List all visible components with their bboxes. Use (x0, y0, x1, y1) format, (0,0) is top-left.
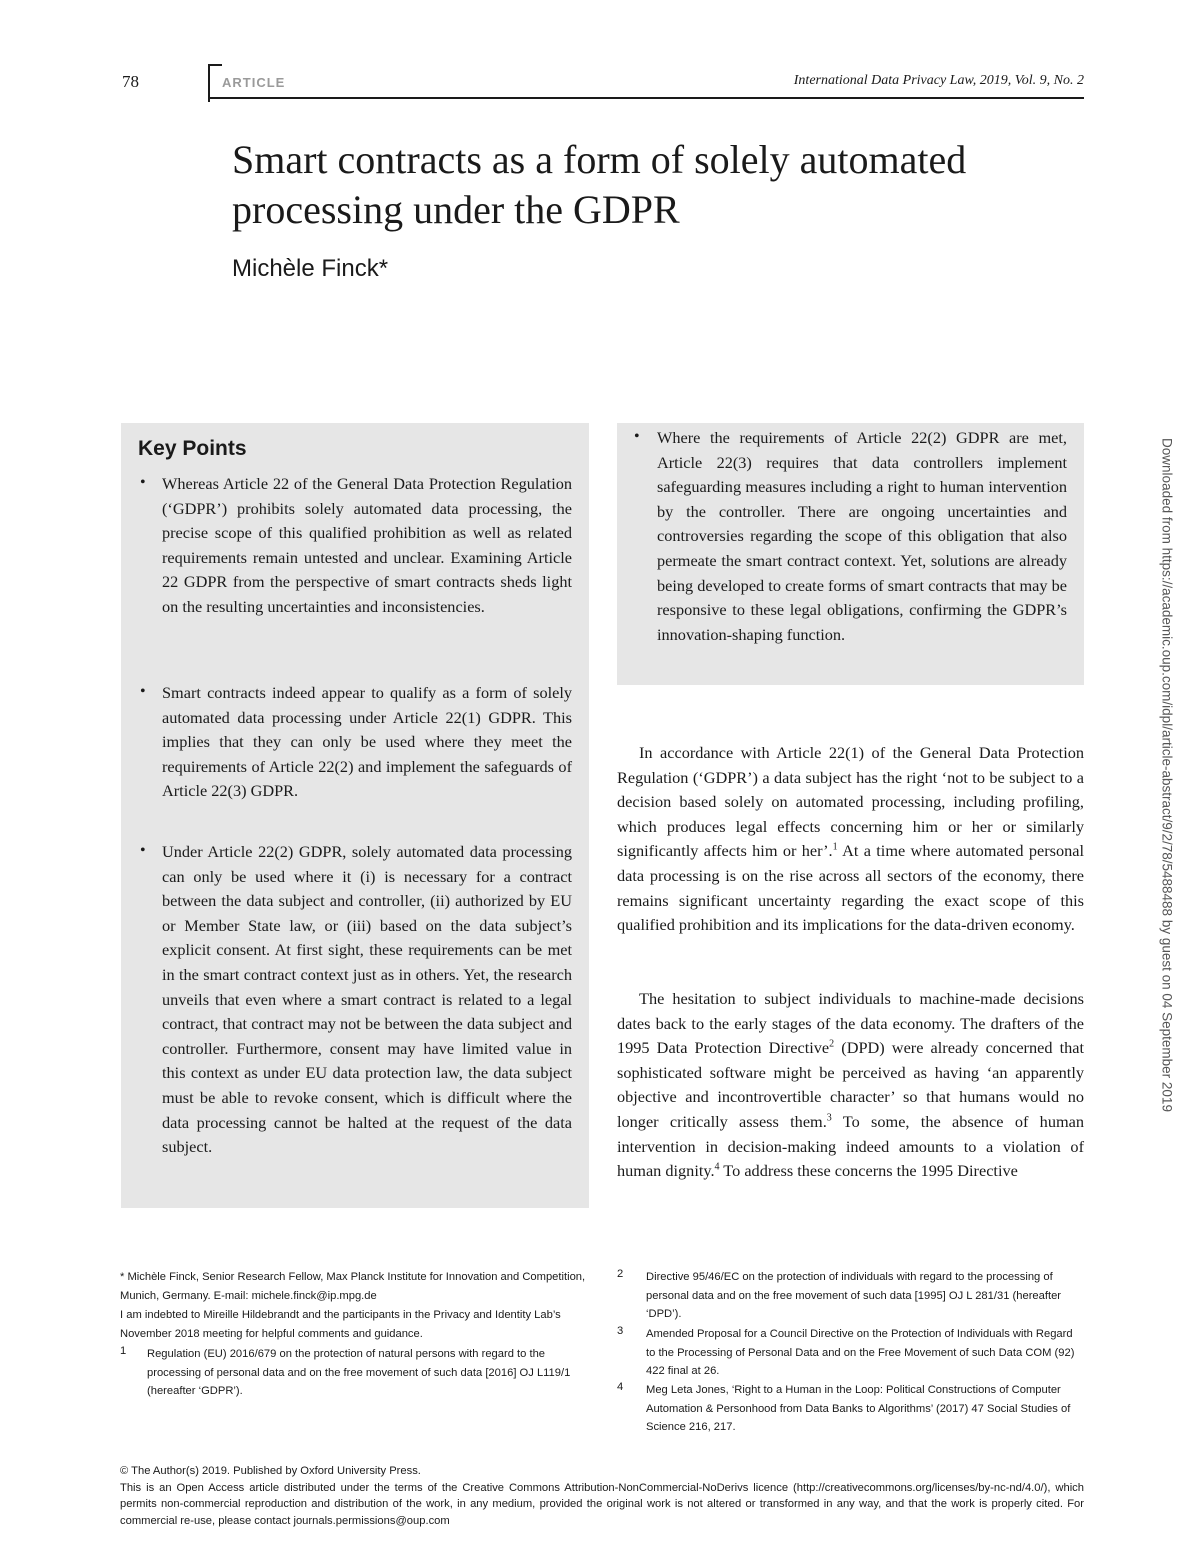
bullet-icon: • (634, 428, 640, 445)
footnote-ref: 2 (829, 1038, 835, 1050)
license-text: This is an Open Access article distributed under the terms of the Creative Commons Attribution-NonCommercial-NoDerivs licence (http://creativecommons.org/licenses/by-nc-nd/4.0/), which permits non-commercial reproduction and distribution of the work, in any medium, provided the original work is not altered or transformed in any way, and that the work is properly cited. For commercial re-use, please contact journals.permissions@oup.com (120, 1481, 1084, 1527)
download-note-text: Downloaded from https://academic.oup.com/idpl/article-abstract/9/2/78/5488488 by guest on 04 September 2019 (1159, 438, 1175, 1112)
footnote-number: 4 (617, 1381, 624, 1393)
key-points-heading: Key Points (138, 437, 247, 460)
body-paragraph: The hesitation to subject individuals to machine-made decisions dates back to the early stages of the data economy. The drafters of the 1995 Data Protection Directive$^2$ (DPD) were already concerned that sophisticated software might be perceived as having ‘an apparently objective and incontrovertible character’ so that humans would no longer critically assess them.$^3$ To some, the absence of human intervention in decision-making indeed amounts to a violation of human dignity.$^4$ To address these concerns the 1995 Directive (617, 989, 1085, 1181)
author-footnote: * Michèle Finck, Senior Research Fellow, Max Planck Institute for Innovation and Competition, Munich, Germany. E-mail: michele.finck@ip.mpg.de (120, 1271, 586, 1302)
footnote-number: 1 (120, 1345, 127, 1357)
footnote-ref: 3 (826, 1112, 832, 1124)
acknowledgement-note: I am indebted to Mireille Hildebrandt and the participants in the Privacy and Identity Lab’s November 2018 meeting for helpful comments and guidance. (120, 1309, 561, 1340)
key-point-item: Under Article 22(2) GDPR, solely automated data processing can only be used where it (i) is necessary for a contract between the data subject and controller, (ii) authorized by EU or Member State law, or (iii) based on the data subject’s explicit consent. At first sight, these requirements can be met in the smart contract context just as in others. Yet, the research unveils that even where a smart contract is related to a legal contract, that contract may not be between the data subject and controller. Furthermore, consent may have limited value in this context as under EU data protection law, the data subject must be able to revoke consent, which is difficult where the data processing cannot be halted at the request of the data subject. (162, 842, 572, 1157)
section-label: ARTICLE (222, 75, 286, 90)
footnote-text: Amended Proposal for a Council Directive on the Protection of Individuals with Regard to the Processing of Personal Data and on the Free Movement of such Data COM (92) 422 final at 26. (646, 1328, 1075, 1378)
footnote-text: Directive 95/46/EC on the protection of individuals with regard to the processing of personal data and on the free movement of such data [1995] OJ L 281/31 (hereafter ‘DPD’). (646, 1271, 1062, 1321)
footnote-ref: 4 (714, 1161, 720, 1173)
bullet-icon: • (140, 683, 146, 700)
journal-reference: International Data Privacy Law, 2019, Vol. 9, No. 2 (793, 73, 1084, 88)
article-title: Smart contracts as a form of solely automated processing under the GDPR (232, 137, 967, 232)
footnote-number: 2 (617, 1268, 624, 1280)
copyright-line: © The Author(s) 2019. Published by Oxford University Press. (120, 1465, 421, 1477)
page-number: 78 (122, 72, 139, 91)
key-point-item: Smart contracts indeed appear to qualify as a form of solely automated data processing under Article 22(1) GDPR. This implies that they can only be used where they meet the requirements of Article 22(2) and implement the safeguards of Article 22(3) GDPR. (162, 683, 572, 801)
key-point-item: Where the requirements of Article 22(2) GDPR are met, Article 22(3) requires that data controllers implement safeguarding measures including a right to human intervention by the controller. There are ongoing uncertainties and controversies regarding the scope of this obligation that also permeate the smart contract context. Yet, solutions are already being developed to create forms of smart contracts that may be responsive to these legal obligations, confirming the GDPR’s innovation-shaping function. (657, 428, 1067, 644)
footnote-text: Meg Leta Jones, ‘Right to a Human in the Loop: Political Constructions of Computer Automation & Personhood from Data Banks to Algorithms’ (2017) 47 Social Studies of Science 216, 217. (646, 1384, 1071, 1434)
footnote-text: Regulation (EU) 2016/679 on the protection of natural persons with regard to the processing of personal data and on the free movement of such data [2016] OJ L119/1 (hereafter ‘GDPR’). (147, 1348, 571, 1398)
key-point-item: Whereas Article 22 of the General Data Protection Regulation (‘GDPR’) prohibits solely automated data processing, the precise scope of this qualified prohibition as well as related requirements remain untested and unclear. Examining Article 22 GDPR from the perspective of smart contracts sheds light on the resulting uncertainties and inconsistencies. (162, 474, 572, 616)
bullet-icon: • (140, 474, 146, 491)
header-rule (208, 97, 1084, 99)
footnote-number: 3 (617, 1325, 624, 1337)
bullet-icon: • (140, 842, 146, 859)
author-name: Michèle Finck* (232, 255, 389, 282)
footnote-ref: 1 (832, 841, 838, 853)
body-paragraph: In accordance with Article 22(1) of the General Data Protection Regulation (‘GDPR’) a data subject has the right ‘not to be subject to a decision based solely on automated processing, including profiling, which produces legal effects concerning him or her or similarly significantly affects him or her’.$^1$ At a time where automated personal data processing is on the rise across all sectors of the economy, there remains significant uncertainty regarding the exact scope of this qualified prohibition and its implications for the data-driven economy. (617, 743, 1084, 935)
license-block (120, 1463, 1084, 1529)
